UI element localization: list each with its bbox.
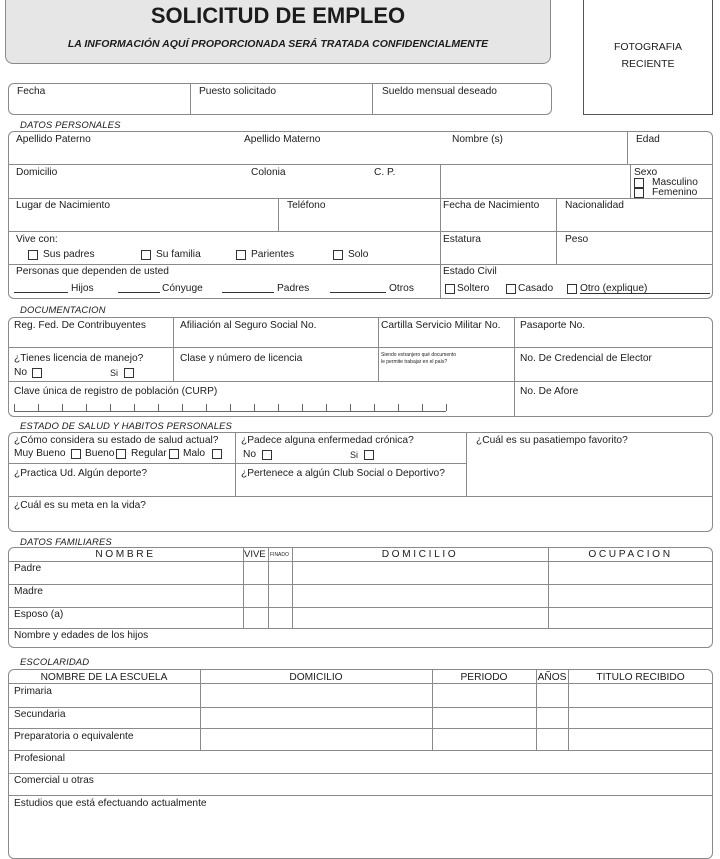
col-nombre: NOMBRE (95, 549, 156, 560)
casado-label: Casado (518, 283, 554, 294)
curp-tick (230, 404, 231, 411)
estado-salud-label: ¿Cómo considera su estado de salud actual? (14, 435, 219, 446)
club-field[interactable]: ¿Pertenece a algún Club Social o Deportivo? (241, 468, 445, 479)
divider (8, 750, 713, 751)
curp-tick (374, 404, 375, 411)
otro-estado-checkbox[interactable] (567, 284, 577, 294)
section-datos-familiares: DATOS FAMILIARES (20, 537, 112, 548)
col-titulo: TITULO RECIBIDO (596, 672, 685, 683)
escolaridad-row-secundaria[interactable]: Secundaria (14, 709, 66, 720)
padres-line[interactable] (222, 292, 274, 293)
divider (372, 83, 373, 115)
divider (8, 584, 713, 585)
escolaridad-row-profesional[interactable]: Profesional (14, 753, 65, 764)
divider (8, 463, 466, 464)
curp-label: Clave única de registro de población (CURP) (14, 386, 218, 397)
curp-tick (134, 404, 135, 411)
regular-label: Regular (131, 448, 167, 459)
sueldo-field[interactable]: Sueldo mensual deseado (382, 86, 497, 97)
fecha-field[interactable]: Fecha (17, 86, 46, 97)
divider (173, 317, 174, 381)
sus-padres-checkbox[interactable] (28, 250, 38, 260)
divider (627, 131, 628, 164)
divider (8, 231, 713, 232)
colonia-field[interactable]: Colonia (251, 167, 286, 178)
estatura-field[interactable]: Estatura (443, 234, 481, 245)
col-finado: FINADO (270, 552, 289, 558)
divider (466, 432, 467, 496)
telefono-field[interactable]: Teléfono (287, 200, 326, 211)
col-esc-domicilio: DOMICILIO (289, 672, 343, 683)
divider (556, 198, 557, 264)
padres-label: Padres (277, 283, 310, 294)
solo-checkbox[interactable] (333, 250, 343, 260)
divider (8, 198, 713, 199)
afore-field[interactable]: No. De Afore (520, 386, 579, 397)
divider (630, 164, 631, 198)
curp-tick (398, 404, 399, 411)
casado-checkbox[interactable] (506, 284, 516, 294)
cartilla-field[interactable]: Cartilla Servicio Militar No. (381, 320, 501, 331)
curp-tick (278, 404, 279, 411)
sus-padres-label: Sus padres (43, 249, 95, 260)
col-vive: VIVE (244, 549, 266, 560)
conyuge-line[interactable] (118, 292, 160, 293)
extranjero-line1: Siendo extranjero qué documento (381, 352, 457, 358)
divider (378, 317, 379, 381)
divider (8, 496, 713, 497)
domicilio-field[interactable]: Domicilio (16, 167, 58, 178)
curp-tick (158, 404, 159, 411)
curp-tick (254, 404, 255, 411)
imss-field[interactable]: Afiliación al Seguro Social No. (180, 320, 317, 331)
col-domicilio: DOMICILIO (381, 549, 459, 560)
licencia-no-checkbox[interactable] (32, 368, 42, 378)
puesto-field[interactable]: Puesto solicitado (199, 86, 277, 97)
soltero-label: Soltero (457, 283, 490, 294)
curp-tick (422, 404, 423, 411)
divider (8, 264, 713, 265)
divider (235, 432, 236, 496)
masculino-label: Masculino (652, 177, 698, 188)
otros-line[interactable] (330, 292, 386, 293)
fecha-nacimiento-field[interactable]: Fecha de Nacimiento (443, 200, 540, 211)
nacionalidad-field[interactable]: Nacionalidad (565, 200, 624, 211)
curp-tick (206, 404, 207, 411)
solo-label: Solo (348, 249, 369, 260)
credencial-elector-field[interactable]: No. De Credencial de Elector (520, 353, 652, 364)
hijos-field[interactable]: Nombre y edades de los hijos (14, 630, 149, 641)
curp-tick (38, 404, 39, 411)
salud-box (8, 432, 713, 532)
divider (190, 83, 191, 115)
divider (8, 164, 713, 165)
muy-bueno-checkbox[interactable] (71, 449, 81, 459)
curp-tick (110, 404, 111, 411)
curp-tick (446, 404, 447, 411)
deporte-field[interactable]: ¿Practica Ud. Algún deporte? (14, 468, 148, 479)
cronica-si-checkbox[interactable] (364, 450, 374, 460)
section-datos-personales: DATOS PERSONALES (20, 120, 121, 131)
nombre-field[interactable]: Nombre (s) (452, 134, 503, 145)
cronica-si-label: Si (350, 450, 359, 460)
muy-bueno-label: Muy Bueno (14, 448, 66, 459)
section-salud: ESTADO DE SALUD Y HABITOS PERSONALES (20, 421, 232, 432)
femenino-label: Femenino (652, 187, 698, 198)
extranjero-line2: le permite trabajar en el país? (381, 359, 448, 365)
divider (8, 773, 713, 774)
familiar-row-esposo[interactable]: Esposo (a) (14, 609, 64, 620)
photo-label-line1: FOTOGRAFIA (613, 41, 683, 53)
curp-tick (86, 404, 87, 411)
divider (8, 347, 713, 348)
divider (440, 164, 441, 299)
escolaridad-row-primaria[interactable]: Primaria (14, 686, 52, 697)
dependientes-label: Personas que dependen de usted (16, 266, 169, 277)
vive-con-label: Vive con: (16, 234, 58, 245)
apellido-paterno-field[interactable]: Apellido Paterno (16, 134, 91, 145)
familiar-row-madre[interactable]: Madre (14, 586, 43, 597)
licencia-no-label: No (14, 367, 28, 378)
col-periodo: PERIODO (460, 672, 508, 683)
parientes-label: Parientes (251, 249, 295, 260)
peso-field[interactable]: Peso (565, 234, 589, 245)
regular-checkbox[interactable] (169, 449, 179, 459)
escolaridad-box (8, 669, 713, 859)
cronica-no-checkbox[interactable] (262, 450, 272, 460)
malo-checkbox[interactable] (212, 449, 222, 459)
soltero-checkbox[interactable] (445, 284, 455, 294)
escolaridad-row-actuales[interactable]: Estudios que está efectuando actualmente (14, 798, 207, 809)
parientes-checkbox[interactable] (236, 250, 246, 260)
cronica-no-label: No (243, 449, 257, 460)
divider (8, 607, 713, 608)
curp-tick (62, 404, 63, 411)
col-escuela: NOMBRE DE LA ESCUELA (40, 672, 168, 683)
otro-estado-line[interactable] (580, 293, 710, 294)
hijos-line[interactable] (14, 292, 68, 293)
col-ocupacion: OCUPACION (588, 549, 673, 560)
divider (514, 317, 515, 417)
divider (8, 728, 713, 729)
cp-field[interactable]: C. P. (374, 167, 396, 178)
pasatiempo-field[interactable]: ¿Cuál es su pasatiempo favorito? (476, 435, 628, 446)
divider (8, 628, 713, 629)
edad-field[interactable]: Edad (636, 134, 660, 145)
lugar-nacimiento-field[interactable]: Lugar de Nacimiento (16, 200, 111, 211)
divider (268, 547, 269, 628)
hijos-label: Hijos (71, 283, 94, 294)
curp-tick (14, 404, 15, 411)
masculino-checkbox[interactable] (634, 178, 644, 188)
conyuge-label: Cónyuge (162, 283, 203, 294)
licencia-si-label: Si (110, 368, 119, 378)
divider (8, 381, 713, 382)
divider (8, 707, 713, 708)
curp-baseline (14, 411, 446, 412)
section-documentacion: DOCUMENTACION (20, 305, 106, 316)
divider (8, 795, 713, 796)
malo-label: Malo (183, 448, 206, 459)
sexo-label: Sexo (634, 167, 658, 178)
su-familia-checkbox[interactable] (141, 250, 151, 260)
su-familia-label: Su familia (156, 249, 201, 260)
bueno-checkbox[interactable] (116, 449, 126, 459)
rfc-field[interactable]: Reg. Fed. De Contribuyentes (14, 320, 146, 331)
confidential-notice: LA INFORMACIÓN AQUÍ PROPORCIONADA SERÁ TRATADA CONFIDENCIALMENTE (67, 38, 489, 50)
divider (278, 198, 279, 231)
escolaridad-row-preparatoria[interactable]: Preparatoria o equivalente (14, 731, 134, 742)
section-escolaridad: ESCOLARIDAD (20, 657, 90, 668)
apellido-materno-field[interactable]: Apellido Materno (244, 134, 321, 145)
enfermedad-cronica-label: ¿Padece alguna enfermedad crónica? (241, 435, 414, 446)
estado-civil-label: Estado Civil (443, 266, 497, 277)
meta-field[interactable]: ¿Cuál es su meta en la vida? (14, 500, 146, 511)
col-anos: AÑOS (537, 672, 567, 683)
photo-label-line2: RECIENTE (621, 58, 675, 70)
pasaporte-field[interactable]: Pasaporte No. (520, 320, 586, 331)
curp-tick (326, 404, 327, 411)
otros-label: Otros (389, 283, 414, 294)
curp-tick (350, 404, 351, 411)
escolaridad-row-comercial[interactable]: Comercial u otras (14, 775, 94, 786)
otro-estado-label: Otro (explique) (580, 283, 648, 294)
licencia-label: ¿Tienes licencia de manejo? (14, 353, 144, 364)
curp-tick (302, 404, 303, 411)
form-title: SOLICITUD DE EMPLEO (150, 3, 406, 28)
divider (8, 561, 713, 562)
femenino-checkbox[interactable] (634, 188, 644, 198)
curp-tick (182, 404, 183, 411)
bueno-label: Bueno (85, 448, 115, 459)
familiar-row-padre[interactable]: Padre (14, 563, 42, 574)
clase-licencia-field[interactable]: Clase y número de licencia (180, 353, 303, 364)
licencia-si-checkbox[interactable] (124, 368, 134, 378)
